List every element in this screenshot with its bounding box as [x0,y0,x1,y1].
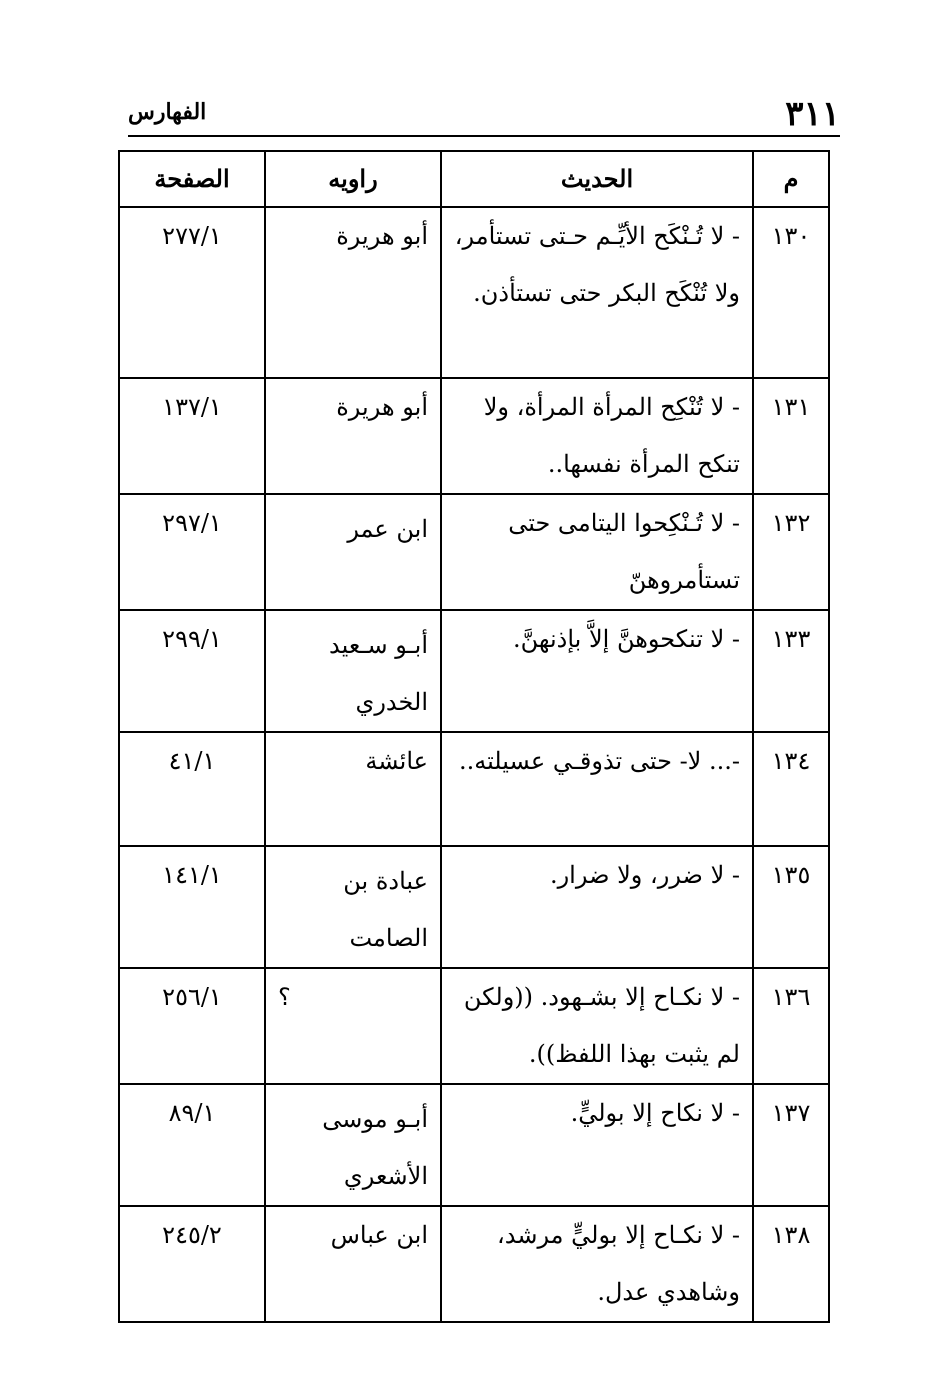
row-number: ١٣٣ [753,610,829,732]
hadith-text: - لا تُـنْكَح الأيِّـم حـتى تستأمر، ولا تُنْكَح البكر حتى تستأذن. [441,207,753,378]
row-number: ١٣٨ [753,1206,829,1322]
table-header-row [119,151,829,207]
row-number: ١٣٧ [753,1084,829,1206]
narrator: أبـو موسى الأشعري [265,1084,441,1206]
table-row [119,1206,829,1322]
row-number: ١٣٥ [753,846,829,968]
column-header-page: الصفحة [119,151,265,207]
page-reference: ٢٤٥/٢ [119,1206,265,1322]
table-row [119,846,829,968]
row-number: ١٣٤ [753,732,829,846]
table-row [119,378,829,494]
hadith-text: - لا تُنْكِح المرأة المرأة، ولا تنكح المرأة نفسها.. [441,378,753,494]
narrator: ابن عمر [265,494,441,610]
hadith-text: -... لا- حتى تذوقـي عسيلته.. [441,732,753,846]
table-row [119,207,829,378]
narrator: أبو هريرة [265,378,441,494]
hadith-text: - لا نكاح إلا بوليٍّ. [441,1084,753,1206]
table-row [119,1084,829,1206]
row-number: ١٣٦ [753,968,829,1084]
page-reference: ٤١/١ [119,732,265,846]
narrator: عبادة بن الصامت [265,846,441,968]
column-header-hadith: الحديث [441,151,753,207]
narrator: ؟ [265,968,441,1084]
hadith-index-table [118,150,830,1323]
page-reference: ٢٧٧/١ [119,207,265,378]
page-reference: ٨٩/١ [119,1084,265,1206]
table-row [119,610,829,732]
page-reference: ٢٩٧/١ [119,494,265,610]
page-reference: ٢٥٦/١ [119,968,265,1084]
row-number: ١٣١ [753,378,829,494]
narrator: ابن عباس [265,1206,441,1322]
page-reference: ١٤١/١ [119,846,265,968]
section-title: الفهارس [128,99,207,125]
page-reference: ١٣٧/١ [119,378,265,494]
hadith-text: - لا نكـاح إلا بشـهود. ((ولكن لم يثبت بهذا اللفظ)). [441,968,753,1084]
narrator: أبـو سـعيد الخدري [265,610,441,732]
hadith-text: - لا نكـاح إلا بوليٍّ مرشد، وشاهدي عدل. [441,1206,753,1322]
row-number: ١٣٠ [753,207,829,378]
narrator: أبو هريرة [265,207,441,378]
column-header-narrator: راويه [265,151,441,207]
table-row [119,968,829,1084]
page-header [128,92,840,136]
table-row [119,732,829,846]
page-reference: ٢٩٩/١ [119,610,265,732]
hadith-text: - لا ضرر، ولا ضرار. [441,846,753,968]
narrator: عائشة [265,732,441,846]
hadith-text: - لا تنكحوهنَّ إلاَّ بإذنهنَّ. [441,610,753,732]
hadith-text: - لا تُـنْكِحوا اليتامى حتى تستأمروهنّ [441,494,753,610]
header-rule [128,135,840,137]
page-number: ٣١١ [785,94,840,134]
row-number: ١٣٢ [753,494,829,610]
table-row [119,494,829,610]
column-header-num: م [753,151,829,207]
